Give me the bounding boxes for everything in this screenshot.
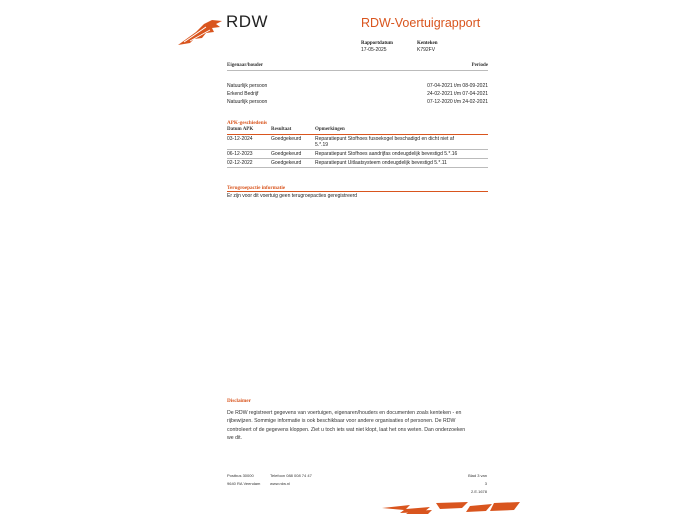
disclaimer-text: De RDW registreert gegevens van voertuigen, eigenaren/houders en documenten zoals kenteken - en rijbewijzen. Sommige informatie is ook beschikbaar voor andere organisaties of personen. De RDW controleert of de gegevens kloppen. Ziet u toch iets wat niet klopt, laat het ons weten. Dan onderzoeken we dit. [227, 410, 466, 441]
apk-result: Goedgekeurd [271, 160, 302, 166]
owners-period-label: Periode [471, 63, 488, 68]
footer-contact: Telefoon 088 008 74 47 www.rdw.nl [270, 473, 312, 486]
apk-remarks: Reparatiepunt Stofhoes aandrijfas ondeugdelijk bevestigd 5.*.16 [315, 151, 458, 157]
brand-name: RDW [226, 12, 269, 31]
disclaimer-title: Disclaimer [227, 398, 251, 404]
apk-row [227, 159, 488, 167]
owner-type: Erkend Bedrijf [227, 91, 259, 97]
website-link[interactable]: www.rdw.nl [270, 481, 291, 486]
report-date-block [361, 40, 393, 54]
apk-col-result: Resultaat [271, 127, 292, 132]
plate-value: K792FV [417, 47, 436, 53]
recall-section [227, 185, 488, 200]
footer-page-info: Blad 3 van 3 2.E.1678 [468, 473, 487, 494]
recall-title: Terugroepactie informatie [227, 185, 286, 191]
rdw-logo-icon [176, 18, 224, 48]
footer-address: Postbus 30000 9640 RA Veendam [227, 473, 261, 486]
decorative-stripes-icon [370, 500, 530, 514]
owner-row [227, 90, 488, 98]
apk-title: APK-geschiedenis [227, 120, 268, 126]
apk-table-header [227, 126, 488, 134]
owners-title: Eigenaar/houder [227, 63, 264, 68]
owner-type: Natuurlijk persoon [227, 83, 268, 89]
owner-period: 07-04-2021 t/m 08-09-2021 [427, 83, 488, 89]
report-date-label: Rapportdatum [361, 41, 393, 46]
plate-label: Kenteken [417, 41, 438, 46]
apk-date: 03-12-2024 [227, 136, 253, 142]
owners-header [227, 62, 488, 70]
apk-remarks: Reparatiepunt Stofhoes fusoekogel beschadigd en dicht niet af 5.*.19 [315, 136, 454, 148]
apk-col-remarks: Opmerkingen [315, 127, 345, 132]
report-date-value: 17-05-2025 [361, 47, 387, 53]
owners-section [227, 62, 488, 106]
apk-date: 02-12-2022 [227, 160, 253, 166]
owner-period: 07-12-2020 t/m 24-02-2021 [427, 99, 488, 105]
apk-section [227, 120, 488, 168]
owner-period: 24-02-2021 t/m 07-04-2021 [427, 91, 488, 97]
owner-type: Natuurlijk persoon [227, 99, 268, 105]
report-title: RDW-Voertuigrapport [361, 16, 481, 30]
apk-col-date: Datum APK [227, 127, 254, 132]
apk-date: 06-12-2023 [227, 151, 253, 157]
plate-block [417, 40, 438, 54]
owner-row [227, 98, 488, 106]
recall-text: Er zijn voor dit voertuig geen terugroepacties geregistreerd [227, 193, 358, 199]
apk-remarks: Reparatiepunt Uitlaatsysteem ondeugdelijk bevestigd 5.*.11 [315, 160, 447, 166]
apk-row [227, 135, 488, 149]
owner-row [227, 82, 488, 90]
apk-row [227, 150, 488, 158]
apk-result: Goedgekeurd [271, 136, 302, 142]
apk-result: Goedgekeurd [271, 151, 302, 157]
